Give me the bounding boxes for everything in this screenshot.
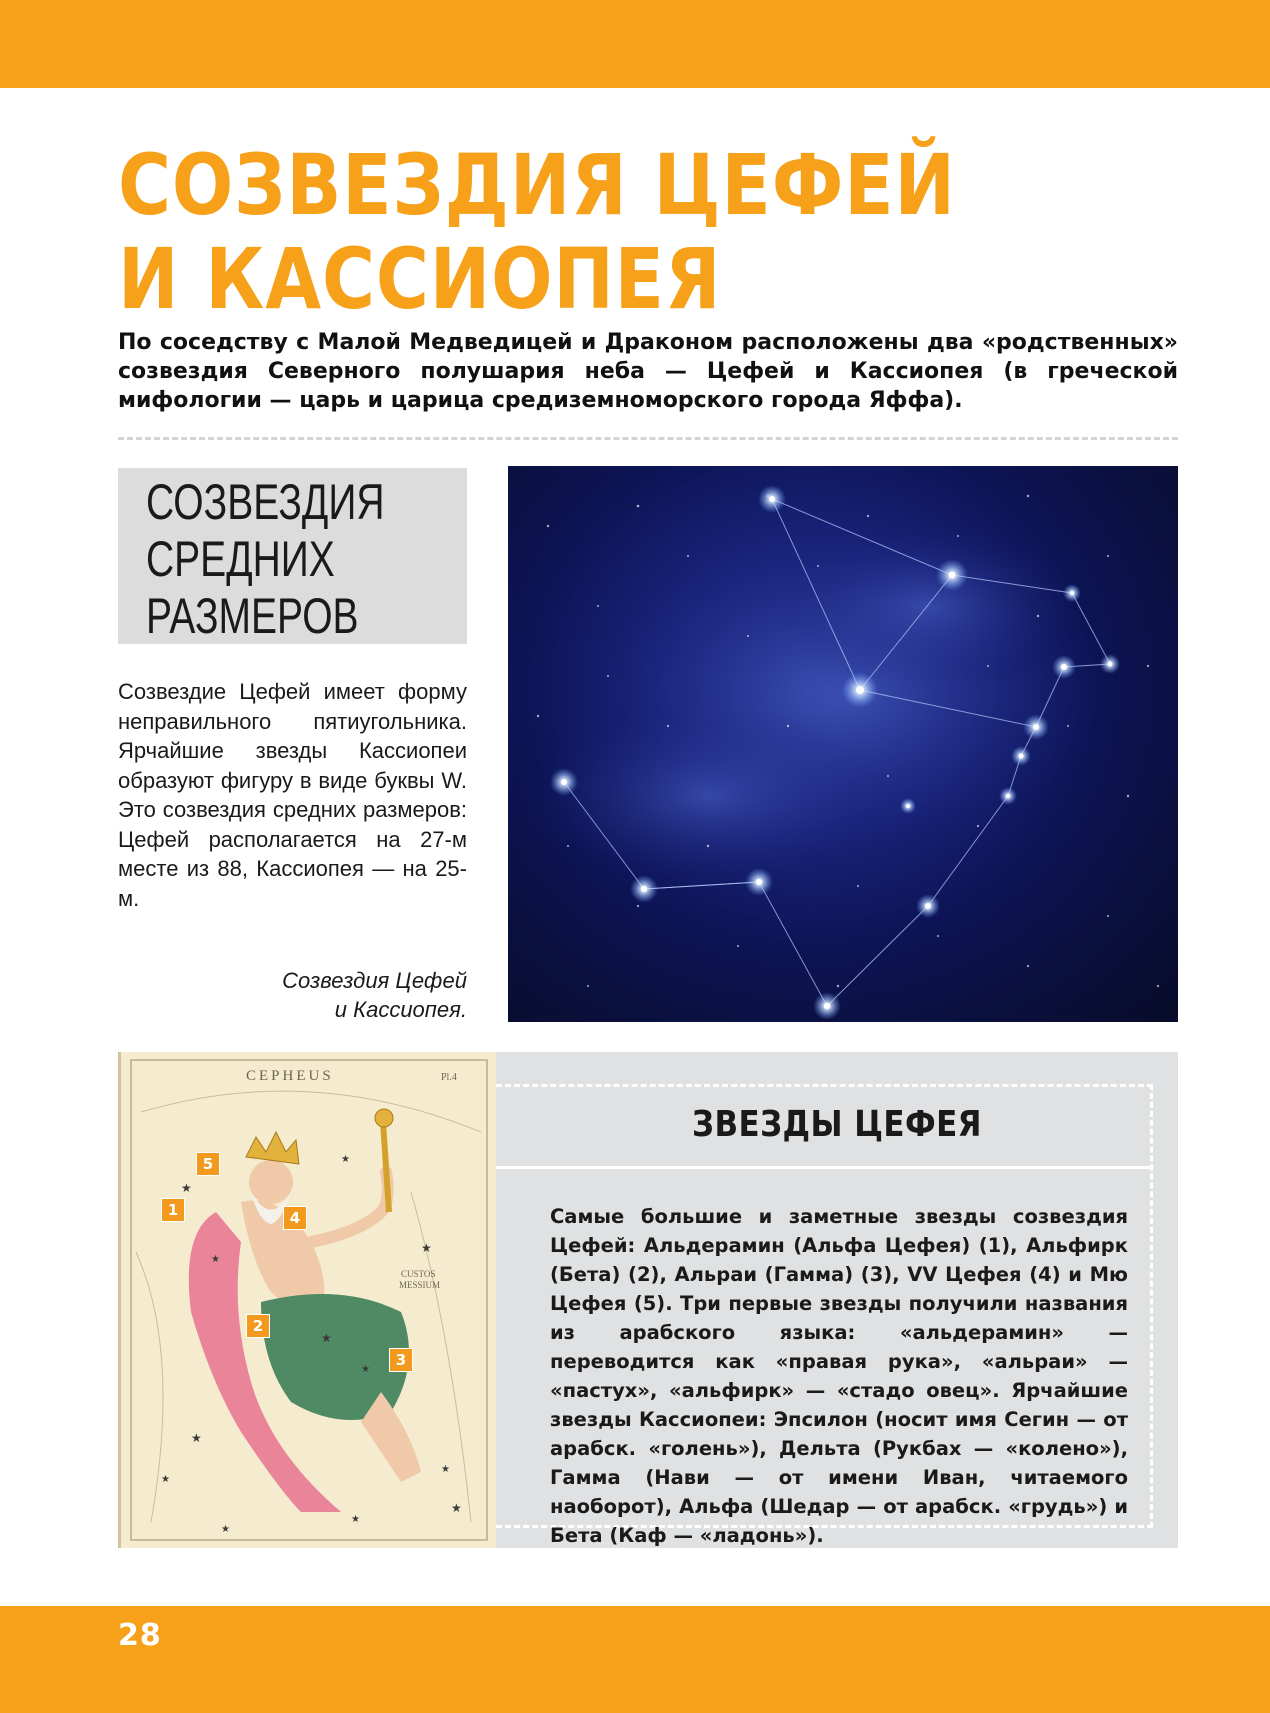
svg-text:★: ★ [351, 1514, 360, 1525]
marker-3: 3 [389, 1348, 413, 1372]
svg-text:★: ★ [161, 1474, 170, 1485]
info-body: Самые большие и заметные звезды созвездия Цефей: Альдерамин (Альфа Цефея) (1), Альфирк (Бета) (2), Альраи (Гамма) (3), VV Цефея (4) и Мю Цефея (5). Три первые звезды получили названия из арабского языка: «альдерамин» — переводится как «правая рука», «альраи» — «пастух», «альфирк» — «стадо овец». Ярчайшие звезды Кассиопеи: Эпсилон (носит имя Сегин — от арабск. «голень»), Дельта (Рукбах — «колено»), Гамма (Нави — от имени Иван, читаемого наоборот), Альфа (Шедар — от арабск. «грудь») и Бета (Каф — «ладонь»). [550, 1205, 1128, 1547]
svg-text:★: ★ [421, 1241, 432, 1255]
page-title [118, 138, 1030, 326]
page-title-line-2: И КАССИОПЕЯ [118, 230, 722, 328]
svg-text:★: ★ [211, 1254, 220, 1265]
svg-text:CUSTOS: CUSTOS [401, 1269, 436, 1279]
marker-2: 2 [246, 1314, 270, 1338]
svg-text:★: ★ [341, 1154, 350, 1165]
sidebar-title-line-1: СОЗВЕЗДИЯ [146, 474, 385, 530]
svg-text:★: ★ [321, 1331, 332, 1345]
sidebar-title-box [118, 468, 467, 644]
sidebar-title-line-3: РАЗМЕРОВ [146, 588, 359, 644]
constellation-photo [508, 466, 1178, 1022]
sidebar-title [146, 474, 458, 645]
top-orange-band [0, 0, 1270, 88]
marker-1: 1 [161, 1198, 185, 1222]
svg-text:★: ★ [221, 1524, 230, 1535]
marker-5: 5 [196, 1152, 220, 1176]
page-title-line-1: СОЗВЕЗДИЯ ЦЕФЕЙ [118, 136, 956, 234]
bottom-orange-band [0, 1606, 1270, 1713]
svg-text:★: ★ [451, 1501, 462, 1515]
info-rule [496, 1166, 1150, 1169]
section-divider [118, 437, 1178, 440]
cepheus-figure [121, 1052, 499, 1548]
svg-text:★: ★ [441, 1464, 450, 1475]
constellation-illustration [508, 466, 1178, 1022]
photo-caption-line-2: и Кассиопея. [334, 997, 467, 1022]
photo-caption-line-1: Созвездия Цефей [282, 968, 467, 993]
page-number: 28 [118, 1618, 162, 1653]
atlas-header: CEPHEUS [246, 1068, 334, 1084]
svg-text:MESSIUM: MESSIUM [399, 1280, 441, 1290]
info-panel [496, 1052, 1178, 1548]
sidebar-body: Созвездие Цефей имеет форму неправильного пятиугольника. Ярчайшие звезды Кассиопеи образуют фигуру в виде буквы W. Это созвездия средних размеров: Цефей располагается на 27-м месте из 88, Кассиопея — на 25-м. [118, 679, 467, 911]
atlas-plate: Pl.4 [441, 1072, 457, 1083]
lead-paragraph: По соседству с Малой Медведицей и Драконом расположены два «родственных» созвездия Северного полушария неба — Цефей и Кассиопея (в греческой мифологии — царь и царица средиземноморского города Яффа). [118, 330, 1178, 413]
sidebar-title-line-2: СРЕДНИХ [146, 531, 335, 587]
svg-text:★: ★ [181, 1181, 192, 1195]
marker-4: 4 [283, 1206, 307, 1230]
atlas-illustration [118, 1052, 499, 1548]
svg-text:★: ★ [191, 1431, 202, 1445]
photo-caption [118, 966, 467, 1024]
svg-text:★: ★ [361, 1364, 370, 1375]
info-heading: ЗВЕЗДЫ ЦЕФЕЯ [692, 1104, 982, 1145]
